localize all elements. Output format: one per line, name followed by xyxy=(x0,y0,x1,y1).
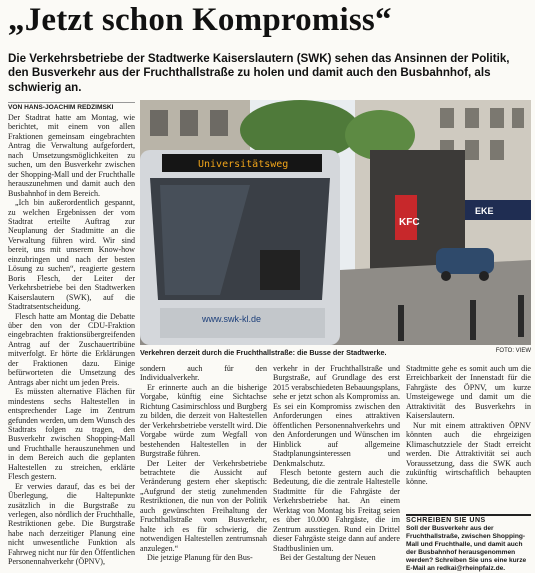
paragraph: verkehr in der Fruchthallstraße und Burgstraße, auf Grundlage des erst 2015 verabschiedeten Bebauungsplans, sehe er jetzt schon als Kompromiss an. Es sei ein Kompromiss zwischen den Anforderungen eines attraktiven öffentlichen Personennahverkehrs und den Anforderungen und Wünschen im Hinblick auf allgemeine Stadtplanungsinteressen und Denkmalschutz. xyxy=(273,364,400,468)
contact-box-text: Soll der Busverkehr aus der Fruchthallstraße, zwischen Shopping-Mall und Fruchthalle, und damit auch der Busbahnhof herausgenommen werden? Schreiben Sie uns eine kurze E-Mail an redkai@rheinpfalz.de. xyxy=(406,525,527,572)
shop-sign: EKE xyxy=(475,206,494,216)
bus-destination-display: Universitätsweg xyxy=(198,159,289,170)
caption-text: Verkehren derzeit durch die Fruchthallstraße: die Busse der Stadtwerke. xyxy=(140,348,387,357)
paragraph: sondern auch für den Individualverkehr. xyxy=(140,364,267,383)
byline: VON HANS-JOACHIM REDZIMSKI xyxy=(8,102,135,111)
photo-credit: FOTO: VIEW xyxy=(495,348,531,354)
article-column-4 xyxy=(406,364,531,514)
bus-photo xyxy=(140,100,531,345)
paragraph: Flesch hatte am Montag die Debatte über den von der CDU-Fraktion eingebrachten fraktionsübergreifenden Antrag auf der Zuschauertribüne mitverfolgt. Er hörte die Erklärungen der Fraktionen dazu. Einige befürworteten die Umsetzung des Antrags aber nicht um jeden Preis. xyxy=(8,311,135,387)
paragraph: Flesch betonte gestern auch die Bedeutung, die die zentrale Haltestelle Stadtmitte für die Fahrgäste der Verkehrsbetriebe hat. An einem Werktag von Montag bis Freitag seien es über 10.000 Fahrgäste, die im Zentrum ausstiegen. Rund ein Drittel dieser Fahrgäste steige dann auf andere Stadtbuslinien um. xyxy=(273,467,400,553)
bus-photo-image xyxy=(140,100,531,345)
bus-url: www.swk-kl.de xyxy=(202,314,262,324)
photo-caption xyxy=(140,348,531,357)
headline: „Jetzt schon Kompromiss“ xyxy=(8,2,392,38)
paragraph: Stadtmitte gehe es somit auch um die Erreichbarkeit der Innenstadt für die Fahrgäste des ÖPNV, um kurze Umsteigewege und damit um die Attraktivität des Busverkehrs in Kaiserslautern. xyxy=(406,364,531,421)
paragraph: Der Leiter der Verkehrsbetriebe betrachtete die Aussicht auf Veränderung gestern eher skeptisch: „Aufgrund der stetig zunehmenden Restriktionen, die nun von der Politik auch gewünschten Freihaltung der Fruchthallstraße vom Busverkehr, halte ich es für schwierig, die notwendigen Haltestellen zentrumsnah anzulegen.“ xyxy=(140,458,267,553)
article-column-2 xyxy=(140,364,267,563)
paragraph: Nur mit einem attraktiven ÖPNV könnten auch die ehrgeizigen Klimaschutzziele der Stadt erreicht werden. Die Attraktivität sei auch Voraussetzung, dass die SWK auch zukünftig wirtschaftlich behaupten könne. xyxy=(406,420,531,487)
lead-paragraph: Die Verkehrsbetriebe der Stadtwerke Kaiserslautern (SWK) sehen das Ansinnen der Politik, den Busverkehr aus der Fruchthallstraße zu holen und damit auch den Busbahnhof, als schwierig an. xyxy=(8,52,510,94)
paragraph: Er verwies darauf, das es bei der Überlegung, die Haltepunkte zusätzlich in die Burgstraße zu verlegen, also nördlich der Fruchthalle, Restriktionen gebe. Die Burgstraße habe nach derzeitiger Planung eine nicht unwesentliche Funktion als Fahrweg nicht nur für den Öffentlichen Personennahverkehr (ÖPNV), xyxy=(8,481,135,567)
paragraph: „Ich bin außerordentlich gespannt, zu welchen Ergebnissen der vom Stadtrat erteilte Auftrag zur Neuplanung der Stadtmitte an die Verwaltung führen wird. Wir sind bereit, uns mit unserem Know-how einzubringen und nach der besten Lösung zu suchen“, reagierte gestern Boris Flesch, der Leiter der Verkehrsbetriebe bei den Stadtwerken Kaiserslautern (SWK), auf die Stadtratsentscheidung. xyxy=(8,198,135,312)
paragraph: Die jetzige Planung für den Bus- xyxy=(147,553,253,563)
article-column-1 xyxy=(8,113,135,567)
paragraph: Der Stadtrat hatte am Montag, wie berichtet, mit einem von allen Fraktionen gemeinsam eingebrachten Antrag die Verwaltung aufgefordert, nach Umsetzungsmöglichkeiten zu suchen, um den Busverkehr zwischen der Shopping-Mall und der Fruchthalle herauszunehmen und damit auch den Busbahnhof in dem Bereich. xyxy=(8,113,135,198)
kfc-sign: KFC xyxy=(399,217,420,228)
paragraph: Bei der Gestaltung der Neuen xyxy=(280,553,376,563)
contact-box-title: SCHREIBEN SIE UNS xyxy=(406,514,531,524)
article-column-3 xyxy=(273,364,400,563)
paragraph: Er erinnerte auch an die bisherige Vorgabe, künftig eine Sichtachse Richtung Casimirschloss und Burgberg zu bilden, die derzeit von Haltestellen der Verkehrsbetriebe verstellt wird. Die Vorgabe würde zum Wegfall von bestehenden Haltestellen in der Burgstraße führen. xyxy=(140,382,267,459)
paragraph: Es müssten alternative Flächen für mindestens sechs Haltestellen in entsprechender Lage im Zentrum gefunden werden, um dem Wunsch des Stadtrats folgen zu tragen, den Busverkehr zwischen Shopping-Mall und Fruchthalle herauszunehmen und in dem Bereich auch die geplanten Haltestellen zu streichen, erklärte Flesch gestern. xyxy=(8,387,135,482)
